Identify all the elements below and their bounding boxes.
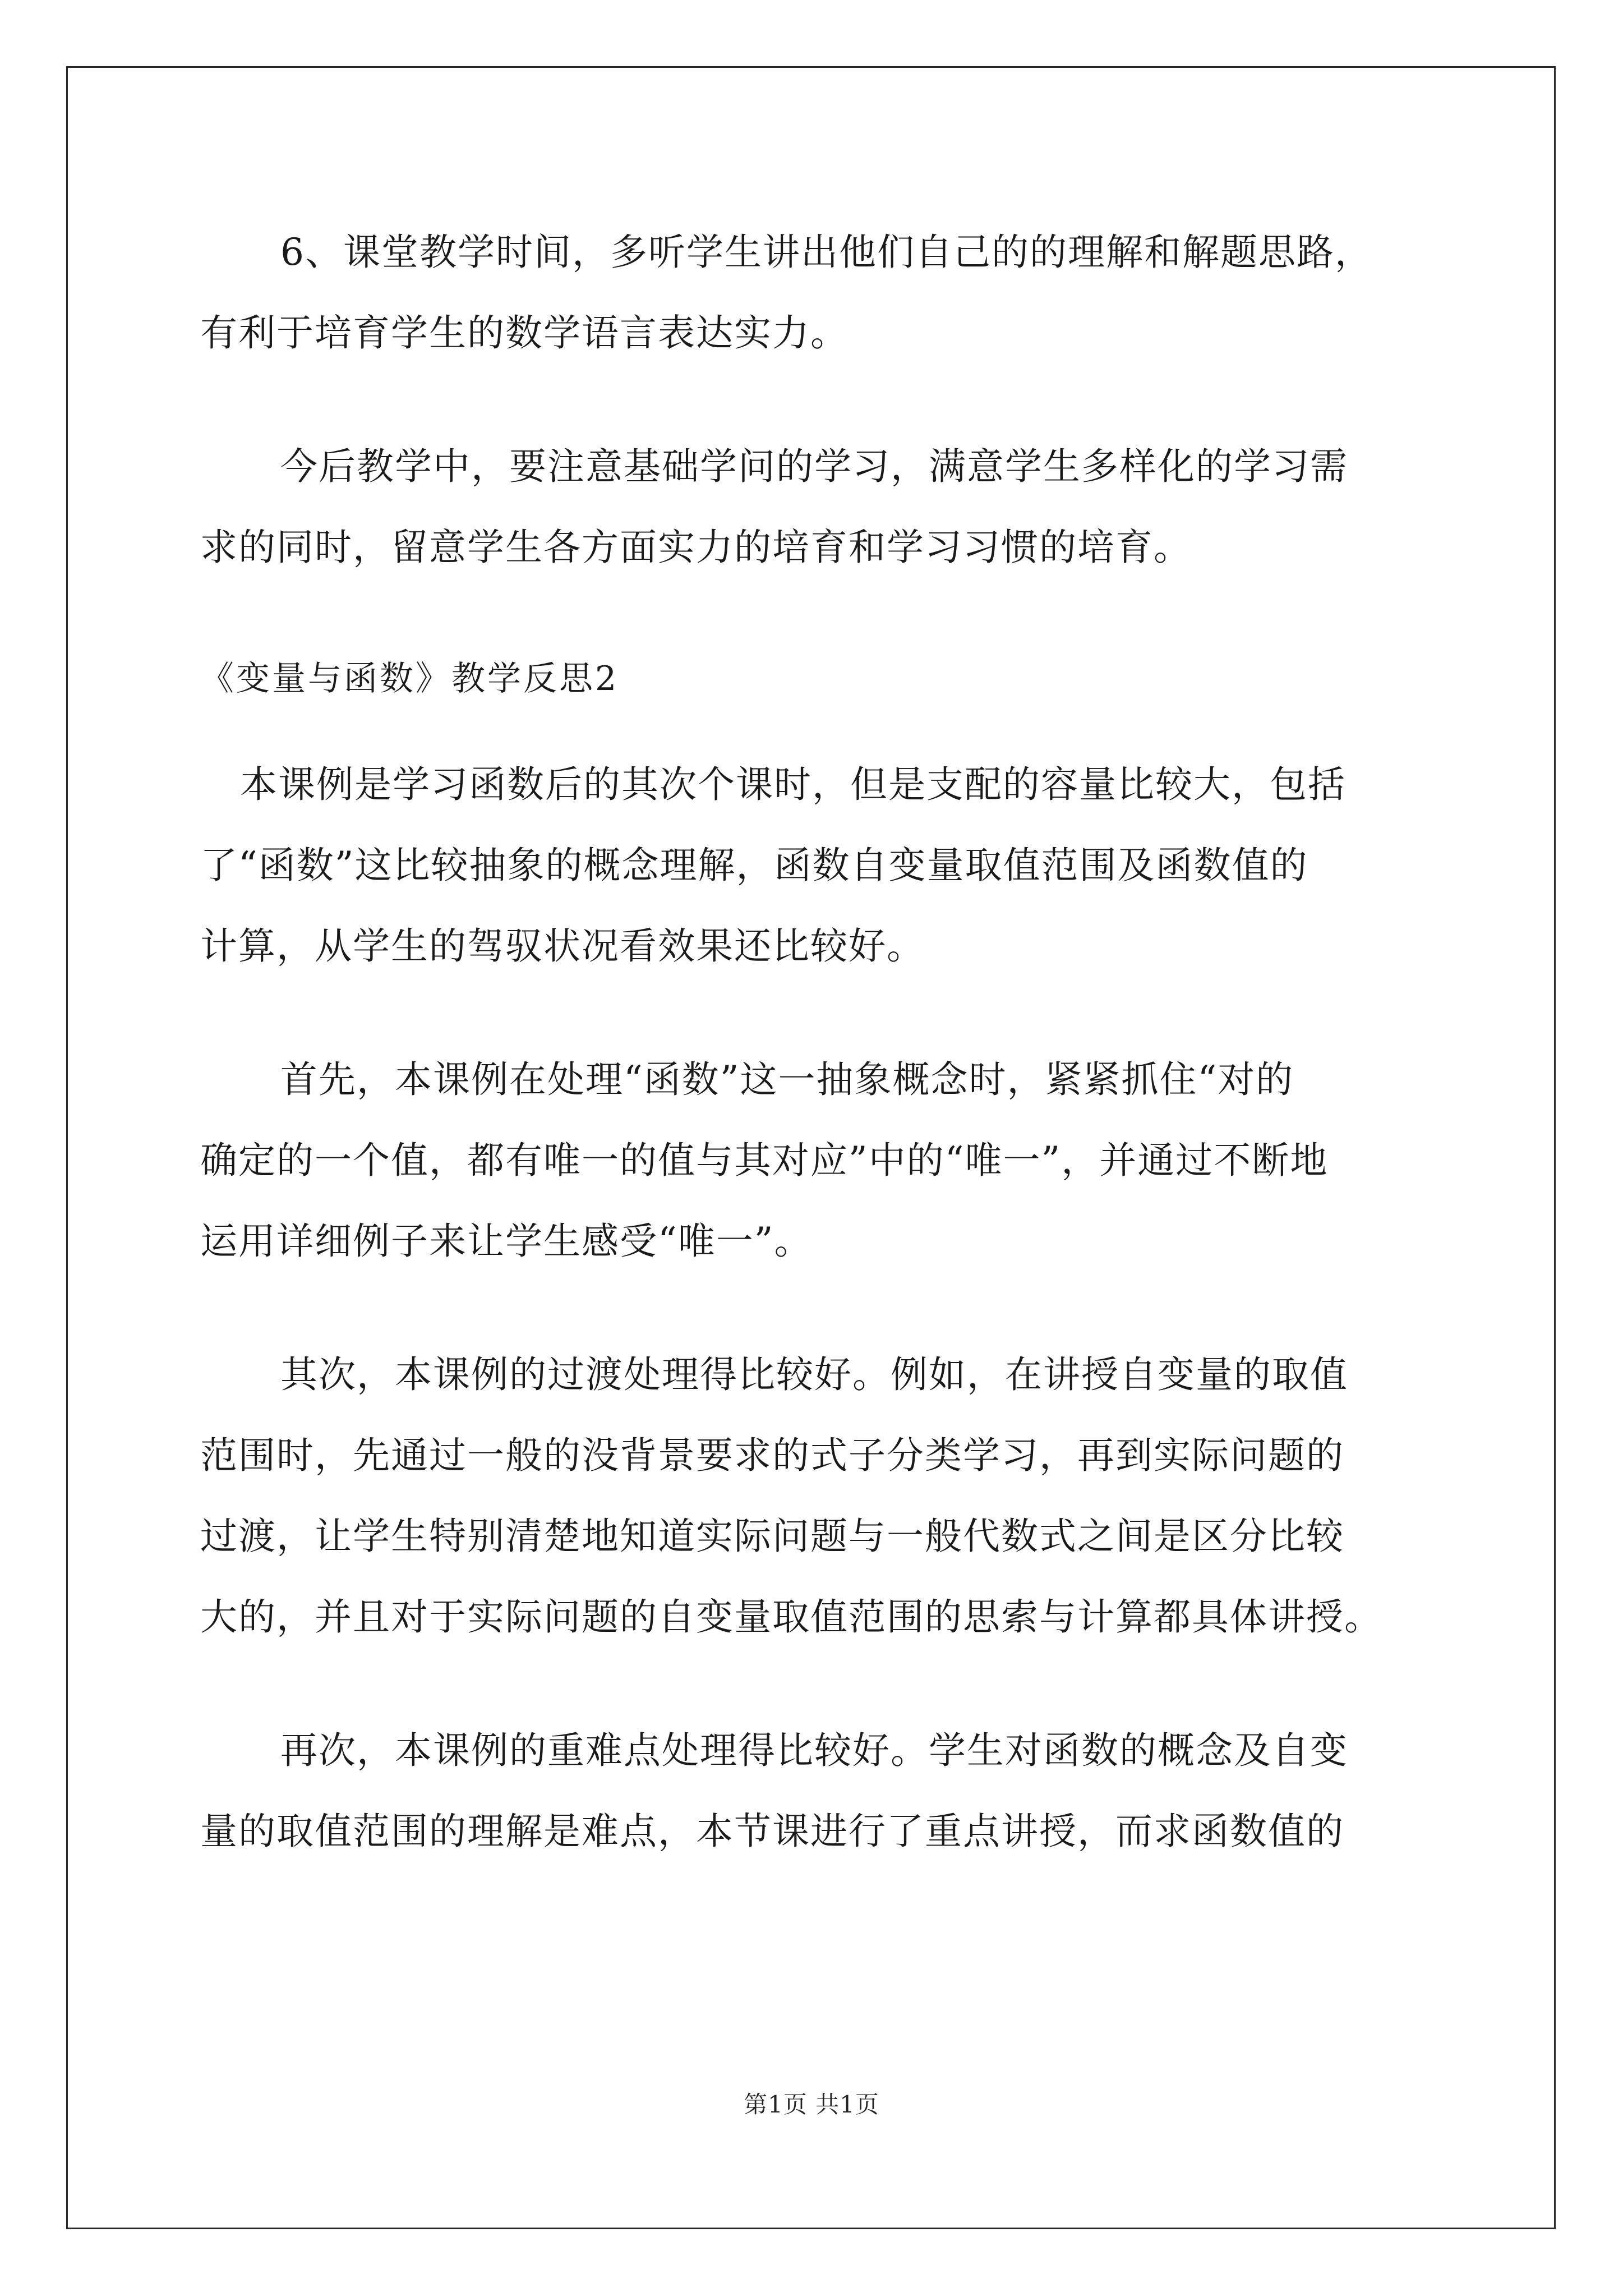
text-line: 大的，并且对于实际问题的自变量取值范围的思索与计算都具体讲授。 <box>200 1595 1382 1639</box>
text-line: 6、课堂教学时间，多听学生讲出他们自己的的理解和解题思路， <box>280 231 1373 274</box>
section-heading: 《变量与函数》教学反思2 <box>200 659 619 698</box>
text-line: 求的同时，留意学生各方面实力的培育和学习习惯的培育。 <box>200 526 1192 569</box>
text-line: 今后教学中，要注意基础学问的学习，满意学生多样化的学习需 <box>280 445 1348 488</box>
text-line: 计算，从学生的驾驭状况看效果还比较好。 <box>200 924 925 968</box>
text-line: 首先，本课例在处理“函数”这一抽象概念时，紧紧抓住“对的 <box>280 1058 1294 1101</box>
text-line: 了“函数”这比较抽象的概念理解，函数自变量取值范围及函数值的 <box>200 844 1308 887</box>
text-line: 范围时，先通过一般的没背景要求的式子分类学习，再到实际问题的 <box>200 1434 1344 1477</box>
text-line: 确定的一个值，都有唯一的值与其对应”中的“唯一”，并通过不断地 <box>200 1139 1329 1182</box>
text-line: 过渡，让学生特别清楚地知道实际问题与一般代数式之间是区分比较 <box>200 1515 1344 1558</box>
text-line: 有利于培育学生的数学语言表达实力。 <box>200 311 849 355</box>
text-line: 其次，本课例的过渡处理得比较好。例如，在讲授自变量的取值 <box>280 1353 1348 1396</box>
page-number-footer: 第1页 共1页 <box>744 2091 879 2118</box>
text-line: 量的取值范围的理解是难点，本节课进行了重点讲授，而求函数值的 <box>200 1810 1344 1853</box>
text-line: 再次，本课例的重难点处理得比较好。学生对函数的概念及自变 <box>280 1729 1348 1772</box>
text-line: 运用详细例子来让学生感受“唯一”。 <box>200 1220 813 1263</box>
text-line: 本课例是学习函数后的其次个课时，但是支配的容量比较大，包括 <box>240 763 1346 806</box>
